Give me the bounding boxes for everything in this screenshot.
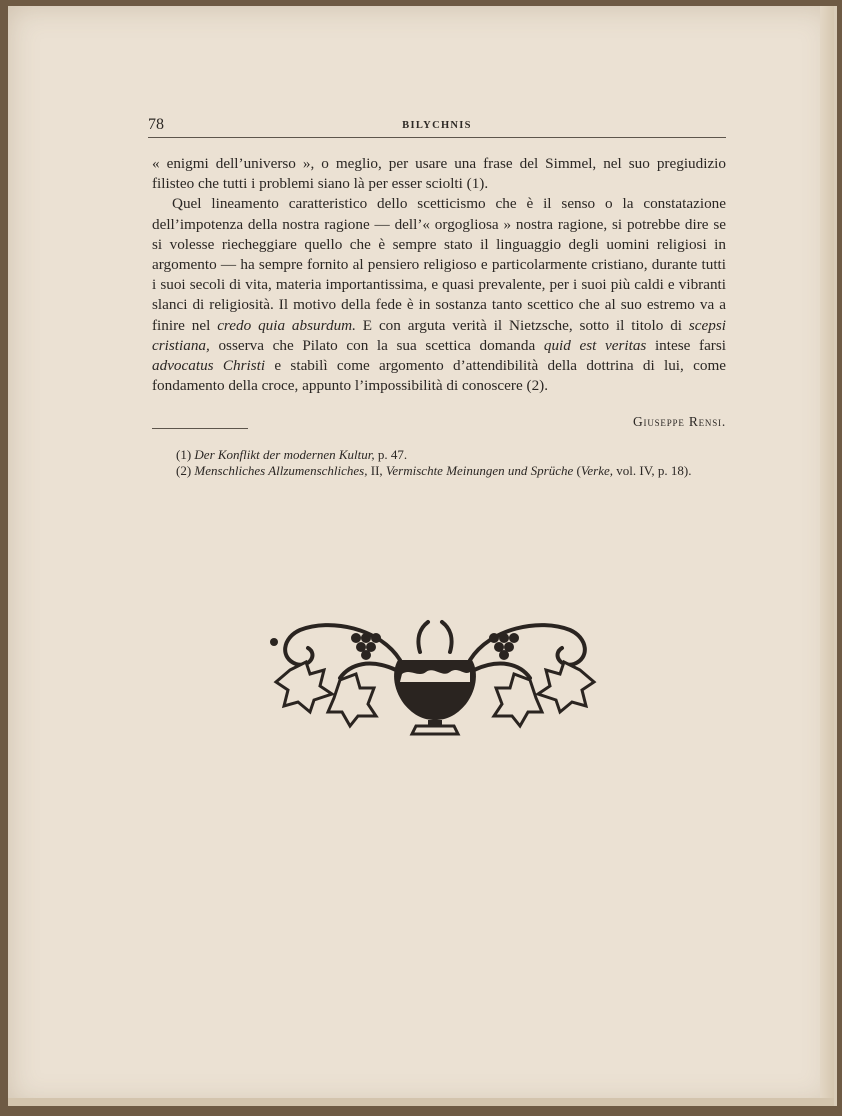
- running-title: BILYCHNIS: [402, 120, 472, 131]
- author-signature: Giuseppe Rensi.: [632, 414, 726, 429]
- paragraph-text-segment: Quel lineamento caratteristico dello scetticismo che è il senso o la constatazione dell’impotenza della nostra ragione — dell’« orgogliosa » nostra ragione, si potrebbe dire se si volesse riecheggiare quello che è sempre stato il linguaggio degli uomini religiosi in argomento — ha sempre fornito al pensiero religioso e particolarmente cristiano, durante tutti i suoi secoli di vita, materia importantissima, e quasi prevalente, per i suoi più caldi e vibranti slanci di religiosità. Il motivo della fede è in sostanza tanto scettico che al suo estremo va a finire nel: [152, 195, 726, 334]
- page-bottom-edge: [8, 1098, 834, 1106]
- paragraph-text-segment: E con arguta verità il Nietzsche, sotto il titolo di: [355, 316, 689, 334]
- book-page: [8, 6, 837, 1106]
- paragraph-text-segment: intese farsi: [646, 336, 726, 354]
- paragraph-text-segment: advocatus Christi: [152, 357, 266, 375]
- footnote-2: [152, 463, 726, 479]
- footnote-separator: [152, 428, 248, 429]
- footnote-text-segment: p. 47.: [374, 447, 408, 462]
- footnote-text-segment: Menschliches Allzumenschliches,: [194, 462, 368, 478]
- footnote-text-segment: (: [573, 462, 581, 478]
- footnote-text-segment: Der Konflikt der modernen Kultur,: [194, 447, 375, 462]
- paragraph-text-segment: e stabilì come argomento d’attendibilità della dottrina di lui, come fondamento della croce, appunto l’impossibilità di conoscere (2).: [152, 357, 726, 395]
- footnotes: [152, 447, 726, 478]
- paragraph-1: [152, 154, 726, 194]
- paragraph-2: [152, 194, 726, 396]
- footnote-text-segment: Verke,: [580, 462, 613, 478]
- footnote-text-segment: II,: [367, 462, 386, 478]
- footnote-text-segment: (1): [176, 447, 195, 462]
- paragraph-text-segment: scepsi cristiana,: [152, 316, 727, 354]
- header-rule: [148, 137, 726, 138]
- paragraph-text-segment: credo quia absurdum.: [217, 316, 356, 334]
- body-text: [152, 154, 726, 396]
- vase-vine-ornament-icon: [270, 608, 600, 740]
- page-number: 78: [148, 116, 164, 133]
- footnote-text-segment: Vermischte Meinungen und Sprüche: [385, 462, 574, 478]
- footnote-1: [152, 447, 726, 463]
- paragraph-text-segment: « enigmi dell’universo », o meglio, per usare una frase del Simmel, nel suo pregiudizio filisteo che tutti i problemi siano là per esser sciolti (1).: [152, 155, 726, 193]
- page-header: [148, 112, 726, 140]
- footnote-text-segment: (2): [176, 462, 195, 478]
- page-fold-shadow: [820, 6, 834, 1106]
- paragraph-text-segment: quid est veritas: [543, 336, 647, 354]
- paragraph-text-segment: osserva che Pilato con la sua scettica domanda: [209, 336, 544, 354]
- footnote-text-segment: vol. IV, p. 18).: [613, 462, 692, 478]
